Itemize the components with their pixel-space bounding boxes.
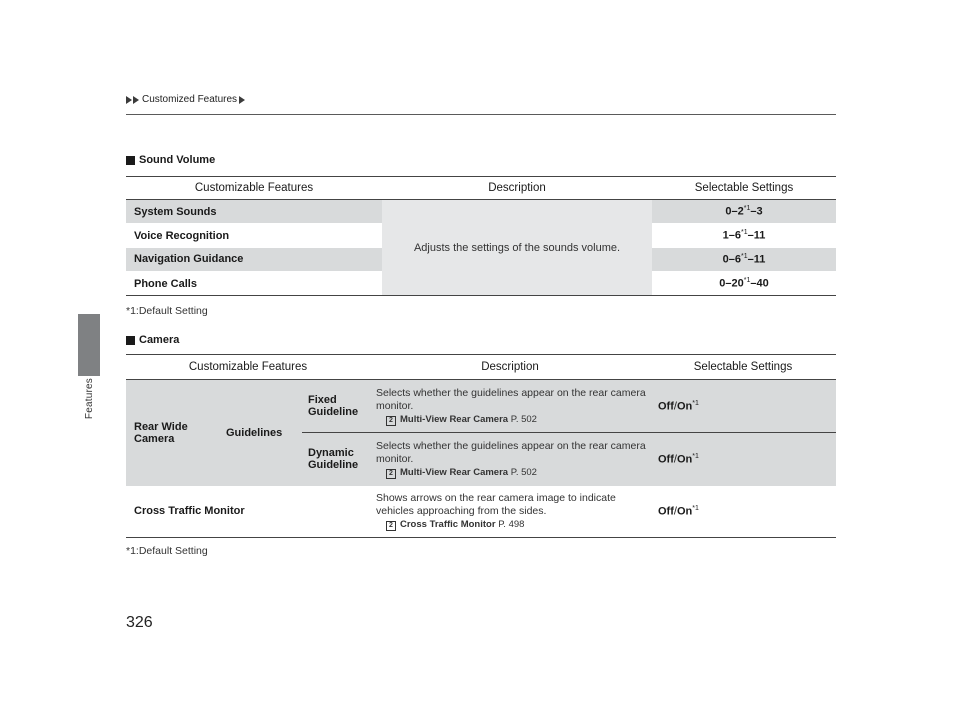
feature-name: System Sounds [126,200,382,224]
feature-name: Phone Calls [126,272,382,296]
setting-value: Off/On$^{*1}$ [658,504,699,518]
footnote: *1:Default Setting [126,545,208,557]
page-reference[interactable]: 2 Cross Traffic Monitor P. 498 [376,518,650,531]
column-header: Description [370,355,650,380]
feature-name: Navigation Guidance [126,248,382,272]
arrow-icon [239,96,245,104]
table-row [126,380,836,433]
header-rule [126,114,836,115]
sound-volume-table [126,176,836,296]
reference-icon: 2 [386,521,396,531]
arrow-icon [126,96,132,104]
table-header-row [126,177,836,200]
subgroup-label: Guidelines [226,426,283,439]
description-cell: Adjusts the settings of the sounds volume. [382,200,652,296]
footnote: *1:Default Setting [126,305,208,317]
table-row [126,200,836,224]
setting-range: 0–6$^{*1}$–11 [652,248,836,272]
feature-name: Fixed Guideline [302,380,370,433]
table-header-row [126,355,836,380]
section-title-sound: Sound Volume [126,154,215,166]
breadcrumb [126,94,246,105]
setting-range: 0–2$^{*1}$–3 [652,200,836,224]
setting-value: Off/On$^{*1}$ [658,452,699,466]
description-cell: Shows arrows on the rear camera image to indicate vehicles approaching from the sides. 2 Cross Traffic Monitor P. 498 [370,486,650,538]
table-row [126,486,836,538]
page-reference[interactable]: 2 Multi-View Rear Camera P. 502 [376,466,650,479]
feature-name: Voice Recognition [126,224,382,248]
camera-table [126,354,836,538]
page-number: 326 [126,614,153,631]
feature-name: Dynamic Guideline [308,447,359,472]
group-label: Rear Wide Camera [134,420,188,445]
setting-range: 0–20$^{*1}$–40 [652,272,836,296]
square-bullet-icon [126,336,135,345]
column-header: Customizable Features [126,355,370,380]
section-title-camera: Camera [126,334,179,346]
description-cell: Selects whether the guidelines appear on the rear camera monitor. 2 Multi-View Rear Camera P. 502 [370,380,650,433]
arrow-icon [133,96,139,104]
reference-icon: 2 [386,469,396,479]
reference-icon: 2 [386,416,396,426]
column-header: Description [382,177,652,200]
setting-range: 1–6$^{*1}$–11 [652,224,836,248]
feature-name: Cross Traffic Monitor [134,505,245,518]
square-bullet-icon [126,156,135,165]
section-label: Features [84,378,95,420]
setting-value: Off/On$^{*1}$ [650,380,836,433]
column-header: Customizable Features [126,177,382,200]
description-cell: Selects whether the guidelines appear on the rear camera monitor. 2 Multi-View Rear Camera P. 502 [370,433,650,486]
column-header: Selectable Settings [652,177,836,200]
column-header: Selectable Settings [650,355,836,380]
section-tab [78,314,100,376]
breadcrumb-text[interactable]: Customized Features [142,94,238,105]
page-reference[interactable]: 2 Multi-View Rear Camera P. 502 [376,413,650,426]
